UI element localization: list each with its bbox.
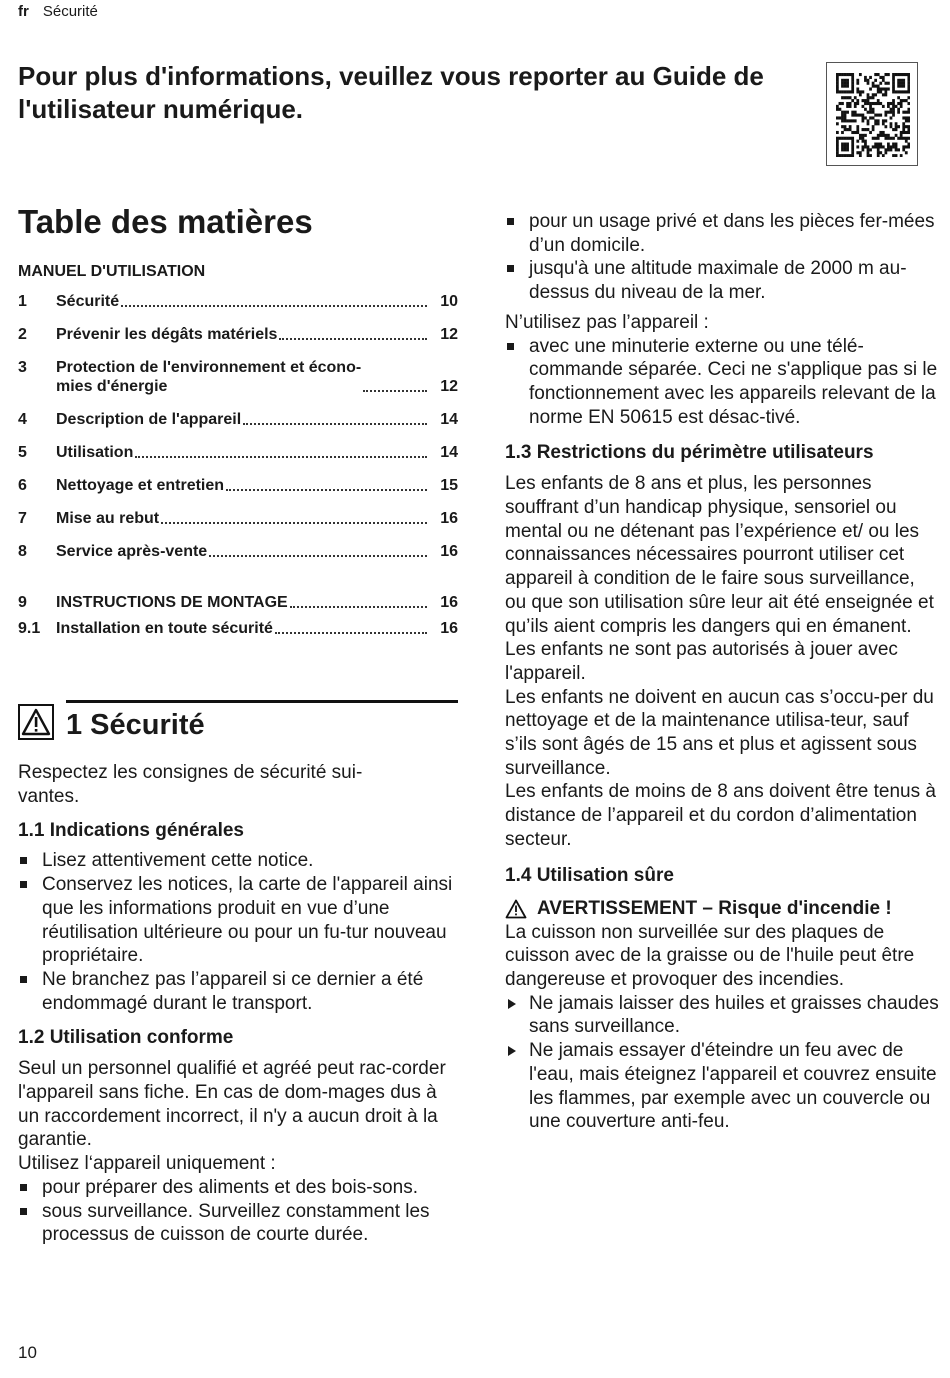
qr-code-icon[interactable]	[826, 62, 918, 166]
warning-triangle-icon	[505, 899, 527, 919]
list-item: sous surveillance. Surveillez constamment les processus de cuisson de courte durée.	[18, 1200, 454, 1247]
paragraph: N’utilisez pas l’appareil :	[505, 311, 709, 333]
list-item: pour un usage privé et dans les pièces fer-mées d’un domicile.	[505, 210, 940, 257]
list-item: avec une minuterie externe ou une télé-commande séparée. Ceci ne s'applique pas si le fonctionnement avec les appareils relevant de la norme EN 50615 est désac-tivé.	[505, 335, 940, 430]
toc-entry[interactable]: 1 Sécurité 10	[18, 293, 458, 310]
digital-guide-headline: Pour plus d'informations, veuillez vous reporter au Guide de l'utilisateur numérique.	[18, 61, 764, 124]
page-number: 10	[18, 1343, 37, 1362]
section-heading: 1 Sécurité	[66, 709, 205, 741]
list-item: Ne jamais essayer d'éteindre un feu avec de l'eau, mais éteignez l'appareil et couvrez ensuite les flammes, par exemple avec un couvercle ou une couverture anti-feu.	[505, 1039, 940, 1134]
toc-title: Table des matières	[18, 203, 313, 240]
subsection-heading: 1.3 Restrictions du périmètre utilisateurs	[505, 442, 874, 464]
paragraph: Utilisez l‘appareil uniquement :	[18, 1153, 276, 1175]
security-section	[18, 700, 458, 745]
toc-entry[interactable]: 8 Service après-vente 16	[18, 543, 458, 560]
toc-entry[interactable]: 2 Prévenir les dégâts matériels 12	[18, 326, 458, 343]
subsection-heading: 1.2 Utilisation conforme	[18, 1027, 234, 1049]
toc-section-label: MANUEL D'UTILISATION	[18, 263, 206, 280]
list-item: Lisez attentivement cette notice.	[18, 849, 454, 873]
warning-steps	[505, 992, 940, 1134]
warning-title: AVERTISSEMENT – Risque d'incendie !	[505, 897, 940, 921]
warning-text: La cuisson non surveillée sur des plaques de cuisson avec de la graisse ou de l'huile peut être dangereuse et provoquer des incendies.	[505, 921, 915, 990]
paragraph: Les enfants de moins de 8 ans doivent être tenus à distance de l’appareil et du cordon d’alimentation secteur.	[505, 781, 936, 850]
intended-use-list	[18, 1176, 454, 1247]
paragraph: Les enfants ne sont pas autorisés à jouer avec l'appareil.	[505, 639, 898, 684]
not-use-list	[505, 335, 940, 430]
general-list	[18, 849, 454, 1015]
toc-install-list	[18, 593, 458, 638]
right-column	[505, 210, 940, 1134]
paragraph: Les enfants de 8 ans et plus, les personnes souffrant d’un handicap physique, sensoriel ou mental ou ne détenant pas l’expérience et/ ou les connaissances nécessaires pourront utiliser cet appareil à condition de le faire sous surveillance, ou que son utilisation sûre leur ait été enseignée et qu’ils aient compris les dangers qui en émanent.	[505, 473, 934, 637]
toc-entry[interactable]: 9 INSTRUCTIONS DE MONTAGE 16	[18, 594, 458, 611]
toc-list	[18, 292, 458, 561]
toc-entry[interactable]: 7 Mise au rebut 16	[18, 510, 458, 527]
list-item: Conservez les notices, la carte de l'appareil ainsi que les informations produit en vue d’une réutilisation ultérieure ou pour un fu-tur nouveau propriétaire.	[18, 873, 454, 968]
toc-entry[interactable]: 3 Protection de l'environnement et écono- mies d'énergie 12	[18, 359, 458, 395]
subsection-heading: 1.1 Indications générales	[18, 820, 244, 842]
toc-entry[interactable]: 5 Utilisation 14	[18, 444, 458, 461]
language-code: fr	[18, 3, 29, 20]
page-header	[18, 3, 98, 20]
subsection-heading: 1.4 Utilisation sûre	[505, 864, 674, 886]
left-column	[18, 200, 458, 1247]
paragraph: Les enfants ne doivent en aucun cas s’occu-per du nettoyage et de la maintenance utilisa-teur, sauf s’ils sont âgés de 15 ans et plus et agissent sous surveillance.	[505, 686, 934, 779]
toc-entry[interactable]: 4 Description de l'appareil 14	[18, 411, 458, 428]
header-section: Sécurité	[42, 3, 98, 20]
list-item: Ne branchez pas l’appareil si ce dernier a été endommagé durant le transport.	[18, 968, 454, 1015]
paragraph: Seul un personnel qualifié et agréé peut rac-corder l'appareil sans fiche. En cas de dom-mages dus à un raccordement incorrect, il n'y a aucun droit à la garantie.	[18, 1058, 446, 1151]
security-intro: Respectez les consignes de sécurité sui- vantes.	[18, 762, 363, 807]
list-item: Ne jamais laisser des huiles et graisses chaudes sans surveillance.	[505, 992, 940, 1039]
toc-entry[interactable]: 9.1 Installation en toute sécurité 16	[18, 620, 458, 637]
intended-use-list-cont	[505, 210, 940, 305]
list-item: pour préparer des aliments et des bois-sons.	[18, 1176, 454, 1200]
toc-entry[interactable]: 6 Nettoyage et entretien 15	[18, 477, 458, 494]
warning-triangle-icon	[18, 704, 54, 740]
list-item: jusqu'à une altitude maximale de 2000 m au-dessus du niveau de la mer.	[505, 257, 940, 304]
